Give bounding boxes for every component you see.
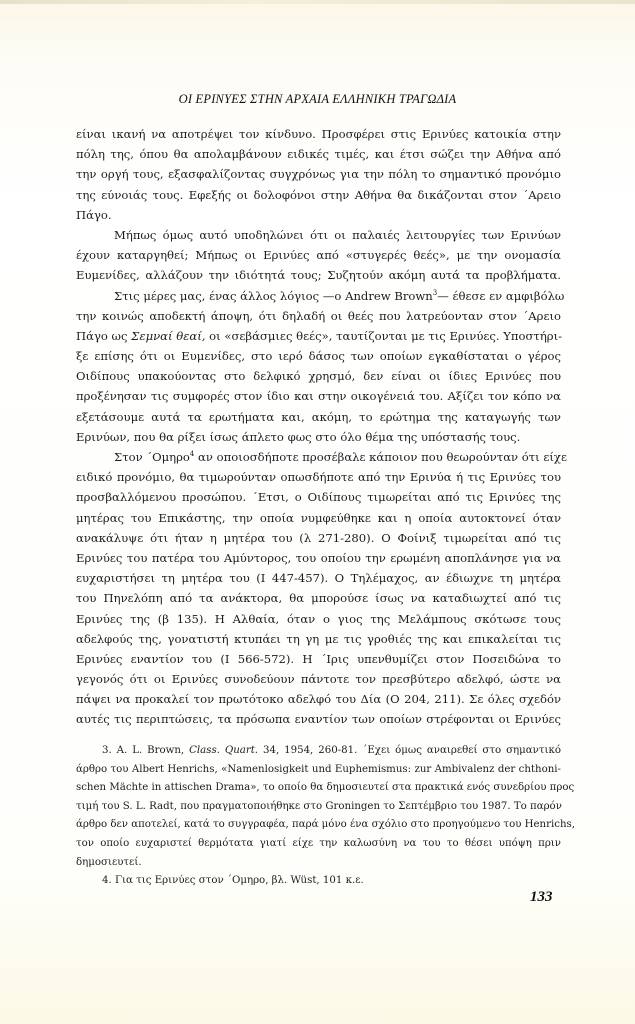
footnote-line: άρθρο του Albert Henrichs, «Namenlosigkeit und Euphemismus: zur Ambivalenz der chthoni-: [76, 763, 561, 775]
text-line: προξένησαν τις συμφορές στον ίδιο και στην οικογένειά του. Αξίζει τον κόπο να: [76, 389, 561, 404]
text-line: εξετάσουμε αυτά τα ερωτήματα και, ακόμη, το ερώτημα της καταγωγής των: [76, 409, 561, 424]
page-number: 133: [530, 889, 553, 905]
text-line: Ερινύες της (β 135). Η Αλθαία, όταν ο γιος της Μελάμπους σκότωσε τους: [76, 611, 561, 626]
text-line: πόλη της, όπου θα απολαμβάνουν ειδικές τιμές, και έτσι σώζει την Αθήνα από: [76, 147, 561, 162]
text-line: της εύνοιάς τους. Εφεξής οι δολοφόνοι στην Αθήνα θα δικάζονται στον ΄Αρειο: [76, 187, 561, 202]
footnote-text: 3. A. L. Brown,: [102, 745, 190, 756]
text-line: Οιδίπους υπακούοντας στο δελφικό χρησμό, δεν είναι οι ίδιες Ερινύες που: [76, 369, 561, 384]
text-line: Μήπως όμως αυτό υποδηλώνει ότι οι παλαιές λειτουργίες των Ερινύων: [114, 227, 561, 242]
text-line: είναι ικανή να αποτρέψει τον κίνδυνο. Προσφέρει στις Ερινύες κατοικία στην: [76, 127, 561, 141]
footnote-ref-3[interactable]: 3: [432, 288, 438, 297]
text-line: Ερινύων, που θα ρίξει ίσως άπλετο φως στο όλο θέμα της υπόστασής τους.: [76, 429, 521, 444]
text-fragment: Στις μέρες μας, ένας άλλος λόγιος —ο Andrew Brown: [114, 288, 433, 303]
footnotes: [76, 742, 575, 891]
running-head: ΟΙ ΕΡΙΝΥΕΣ ΣΤΗΝ ΑΡΧΑΙΑ ΕΛΛΗΝΙΚΗ ΤΡΑΓΩΔΙΑ: [178, 92, 457, 106]
text-line: έχουν καταργηθεί; Μήπως οι Ερινύες από «στυγερές θεές», με την ονομασία: [76, 248, 561, 263]
text-line: ειδικό προνόμιο, θα τιμωρούνταν οπωσδήποτε από την Ερινύα ή τις Ερινύες του: [76, 470, 561, 485]
text-line: [76, 326, 561, 346]
text-line: του Πηνελόπη από τα ανάκτορα, θα μπορούσε ίσως να καταδιωχτεί από τις: [76, 591, 561, 606]
page-edge: [0, 0, 635, 4]
italic-term: Σεμναί θεαί,: [131, 328, 206, 343]
text-fragment: Στον ΄Ομηρο: [114, 450, 190, 464]
text-fragment: οι «σεβάσμιες θεές», ταυτίζονται με τις Ερινύες. Υποστήρι-: [205, 328, 563, 343]
text-line: Πάγο.: [76, 207, 112, 222]
text-fragment: — έθεσε εν αμφιβόλω: [437, 288, 565, 303]
text-line: αυτές τις περιπτώσεις, τα πρόσωπα εναντίον των οποίων στρέφονται οι Ερινύες: [76, 712, 561, 727]
text-line: γεγονός ότι οι Ερινύες συνοδεύουν πάντοτε τον πρεσβύτερο αδελφό, ώστε να: [76, 672, 561, 687]
footnote-line: τον οποίο ευχαριστεί θερμότατα γιατί είχε την καλωσύνη να του το θέσει υπόψη πριν: [76, 837, 561, 849]
text-line: ανακάλυψε ότι ήταν η μητέρα του (λ 271-280). Ο Φοίνιξ τιμωρείται από τις: [76, 530, 561, 545]
text-line: την κοινώς αποδεκτή άποψη, ότι δηλαδή οι θεές που λατρεύονταν στον ΄Αρειο: [76, 308, 561, 323]
text-line: Ερινύες του πατέρα του Αμύντορος, του οποίου την ερωμένη αποπλάνησε για να: [76, 550, 561, 565]
journal-title: Class. Quart.: [189, 745, 259, 756]
text-line: Ερινύες εναντίον του (Ι 566-572). Η ΄Ιρις υπενθυμίζει στον Ποσειδώνα το: [76, 651, 561, 666]
body-text: [76, 124, 567, 730]
text-fragment: Πάγο ως: [76, 328, 128, 343]
footnote-ref-4[interactable]: 4: [189, 450, 195, 458]
footnote-line: τιμή του S. L. Radt, που πραγματοποιήθηκε στο Groningen το Σεπτέμβριο του 1987. Το παρόν: [76, 800, 562, 812]
footnote-3: [76, 742, 561, 761]
text-line: [76, 286, 565, 306]
text-line: Ευμενίδες, αλλάζουν την ιδιότητά τους; Συζητούν ακόμη αυτά τα προβλήματα.: [76, 268, 561, 283]
footnote-line: δημοσιευτεί.: [76, 856, 142, 868]
text-line: την οργή τους, εξασφαλίζοντας συγχρόνως για την πόλη το σημαντικό προνόμιο: [76, 167, 561, 182]
footnote-line: άρθρο δεν αποτελεί, κατά το συγγραφέα, παρά μόνο ένα σχόλιο στο προηγούμενο του Henrichs,: [76, 819, 575, 831]
footnote-text: 34, 1954, 260-81. ΄Εχει όμως αναιρεθεί στο σημαντικό: [258, 745, 561, 756]
text-line: [76, 447, 567, 467]
text-line: ευχαριστήσει τη μητέρα του (Ι 447-457). Ο Τηλέμαχος, αν έδιωχνε τη μητέρα: [76, 571, 561, 586]
text-line: μητέρας του Επικάστης, την οποία νυμφεύθηκε και η οποία αυτοκτονεί όταν: [76, 510, 561, 525]
text-fragment: αν οποιοσδήποτε προσέβαλε κάποιον που θεωρούνταν ότι είχε: [194, 450, 567, 464]
text-line: αδελφούς της, γονατιστή κτυπάει τη γη με τις γροθιές της και επικαλείται τις: [76, 631, 561, 646]
footnote-4: 4. Για τις Ερινύες στον ΄Ομηρο, βλ. Wüst, 101 κ.ε.: [102, 875, 364, 887]
text-line: πάψει να προκαλεί τον πρωτότοκο αδελφό του Δία (Ο 204, 211). Σε όλες σχεδόν: [76, 692, 561, 707]
text-line: ξε επίσης ότι οι Ευμενίδες, στο ιερό δάσος των οποίων εγκαθίσταται ο γέρος: [76, 349, 561, 364]
text-line: προσβαλλόμενου προσώπου. ΄Ετσι, ο Οιδίπους τιμωρείται από τις Ερινύες της: [76, 490, 561, 505]
footnote-line: schen Mächte in attischen Drama», το οποίο θα δημοσιευτεί στα πρακτικά ενός συνεδρίου προς: [76, 782, 575, 794]
